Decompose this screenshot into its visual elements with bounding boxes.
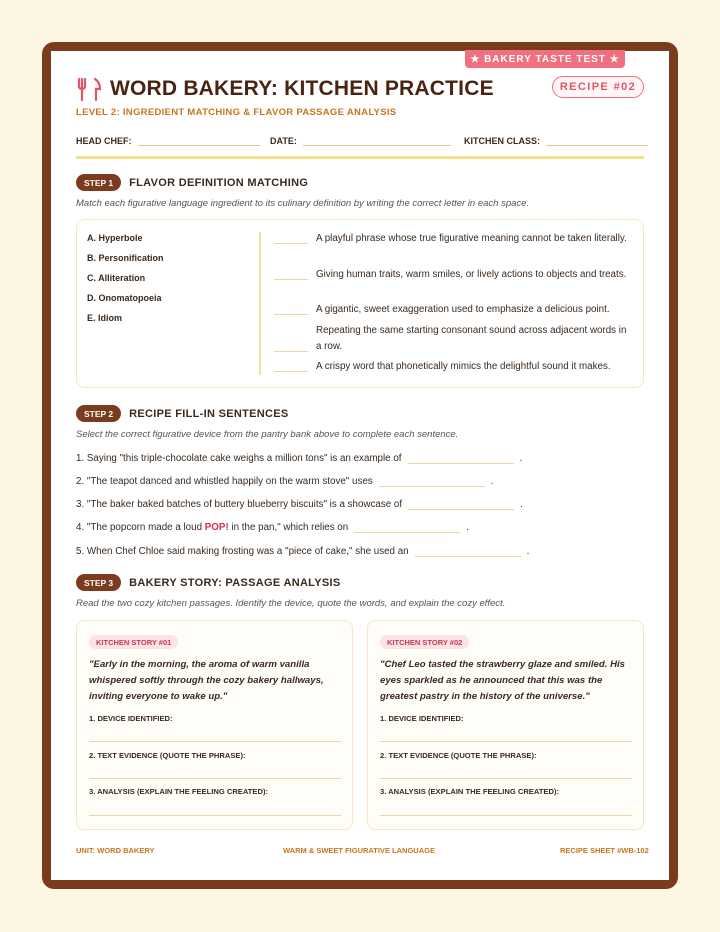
analysis-question: 3. ANALYSIS (EXPLAIN THE FEELING CREATED): xyxy=(89,787,269,796)
term-item: A. Hyperbole xyxy=(87,233,143,243)
answer-blank[interactable] xyxy=(274,279,308,280)
story-card-2 xyxy=(367,620,644,830)
answer-blank[interactable] xyxy=(274,351,308,352)
definition-text: Giving human traits, warm smiles, or lively actions to objects and treats. xyxy=(316,269,627,280)
answer-line[interactable] xyxy=(380,815,632,816)
sentence-text: 3. "The baker baked batches of buttery blueberry biscuits" is a showcase of xyxy=(76,499,403,510)
step3-pill: STEP 3 xyxy=(76,574,121,591)
step2-pill: STEP 2 xyxy=(76,405,121,422)
answer-line[interactable] xyxy=(380,741,632,742)
answer-blank[interactable] xyxy=(274,243,308,244)
sentence-text: 2. "The teapot danced and whistled happily on the warm stove" uses xyxy=(76,476,373,487)
story-quote: "Chef Leo tasted the strawberry glaze and smiled. His eyes sparkled as he announced that this was the greatest pastry in the history of the universe." xyxy=(380,659,625,702)
story-tag: KITCHEN STORY #02 xyxy=(380,635,469,649)
story-card-1 xyxy=(76,620,353,830)
pop-word: POP! xyxy=(204,522,229,533)
definition-text: A crispy word that phonetically mimics the delightful sound it makes. xyxy=(316,361,611,372)
date-label: DATE: xyxy=(270,136,297,146)
evidence-question: 2. TEXT EVIDENCE (QUOTE THE PHRASE): xyxy=(89,751,246,760)
answer-line[interactable] xyxy=(380,778,632,779)
matching-divider xyxy=(259,232,261,375)
kitchen-class-label: KITCHEN CLASS: xyxy=(464,136,540,146)
sentence-period: . xyxy=(519,453,523,464)
fill-blank[interactable] xyxy=(415,544,521,557)
definition-item xyxy=(274,359,634,375)
sentence-period: . xyxy=(520,499,523,510)
step2-heading xyxy=(76,405,289,422)
kitchen-class-field xyxy=(464,133,648,146)
definition-item xyxy=(274,231,634,247)
story-quote: "Early in the morning, the aroma of warm vanilla whispered softly through the cozy bakery hallways, inviting everyone to wake up." xyxy=(89,659,324,702)
step1-heading xyxy=(76,174,308,191)
step3-instructions: Read the two cozy kitchen passages. Identify the device, quote the words, and explain the cozy effect. xyxy=(76,598,506,609)
sentence-text: 1. Saying "this triple-chocolate cake weighs a million tons" is an example of xyxy=(76,453,402,464)
sentence-text: 5. When Chef Chloe said making frosting was a "piece of cake," she used an xyxy=(76,546,409,557)
step1-pill: STEP 1 xyxy=(76,174,121,191)
answer-blank[interactable] xyxy=(274,371,308,372)
step1-title: FLAVOR DEFINITION MATCHING xyxy=(129,176,309,189)
definition-text: A playful phrase whose true figurative meaning cannot be taken literally. xyxy=(316,233,627,244)
evidence-question: 2. TEXT EVIDENCE (QUOTE THE PHRASE): xyxy=(380,751,537,760)
definition-item xyxy=(274,302,634,318)
head-chef-label: HEAD CHEF: xyxy=(76,136,132,146)
sentence-text: 4. "The popcorn made a loud xyxy=(76,522,203,533)
header-divider xyxy=(76,156,644,159)
date-field xyxy=(270,133,451,146)
term-item: E. Idiom xyxy=(87,313,123,323)
page-subtitle: LEVEL 2: INGREDIENT MATCHING & FLAVOR PASSAGE ANALYSIS xyxy=(76,107,397,118)
answer-blank[interactable] xyxy=(274,314,308,315)
step2-title: RECIPE FILL-IN SENTENCES xyxy=(129,407,289,420)
date-line[interactable] xyxy=(303,133,451,146)
sentence-4 xyxy=(76,520,469,533)
sentence-5 xyxy=(76,544,529,557)
sentence-1 xyxy=(76,451,522,464)
sentence-period: . xyxy=(490,476,494,487)
step1-instructions: Match each figurative language ingredient to its culinary definition by writing the correct letter in each space. xyxy=(76,198,530,209)
story-tag: KITCHEN STORY #01 xyxy=(89,635,178,649)
answer-line[interactable] xyxy=(89,741,341,742)
footer-topic: WARM & SWEET FIGURATIVE LANGUAGE xyxy=(283,846,435,855)
head-chef-line[interactable] xyxy=(138,133,260,146)
kitchen-class-line[interactable] xyxy=(546,133,648,146)
step3-title: BAKERY STORY: PASSAGE ANALYSIS xyxy=(129,576,341,589)
footer-sheet-id: RECIPE SHEET #WB-102 xyxy=(560,846,649,855)
term-item: B. Personification xyxy=(87,253,164,263)
step3-heading xyxy=(76,574,340,591)
sentence-period: . xyxy=(466,522,469,533)
device-question: 1. DEVICE IDENTIFIED: xyxy=(380,714,464,723)
definition-text: Repeating the same starting consonant sound across adjacent words in a row. xyxy=(316,325,627,352)
footer-unit: UNIT: WORD BAKERY xyxy=(76,846,155,855)
answer-line[interactable] xyxy=(89,815,341,816)
answer-line[interactable] xyxy=(89,778,341,779)
recipe-badge: RECIPE #02 xyxy=(552,76,644,98)
sentence-period: . xyxy=(526,546,530,557)
analysis-question: 3. ANALYSIS (EXPLAIN THE FEELING CREATED): xyxy=(380,787,560,796)
page-title: WORD BAKERY: KITCHEN PRACTICE xyxy=(110,77,494,100)
title-row xyxy=(76,76,494,102)
sentence-2 xyxy=(76,474,493,487)
definition-text: A gigantic, sweet exaggeration used to emphasize a delicious point. xyxy=(316,304,610,315)
term-item: D. Onomatopoeia xyxy=(87,293,162,303)
sentence-text: in the pan," which relies on xyxy=(231,522,349,533)
device-question: 1. DEVICE IDENTIFIED: xyxy=(89,714,173,723)
fork-knife-icon xyxy=(76,76,104,102)
fill-blank[interactable] xyxy=(408,497,514,510)
bakery-taste-test-tab: ★ BAKERY TASTE TEST ★ xyxy=(465,50,625,68)
head-chef-field xyxy=(76,133,260,146)
definition-item xyxy=(274,323,634,355)
sentence-3 xyxy=(76,497,523,510)
fill-blank[interactable] xyxy=(408,451,514,464)
definition-item xyxy=(274,267,634,283)
step2-instructions: Select the correct figurative device from the pantry bank above to complete each sentence. xyxy=(76,429,459,440)
term-item: C. Alliteration xyxy=(87,273,146,283)
term-list xyxy=(87,232,164,332)
fill-blank[interactable] xyxy=(354,520,460,533)
fill-blank[interactable] xyxy=(379,474,485,487)
